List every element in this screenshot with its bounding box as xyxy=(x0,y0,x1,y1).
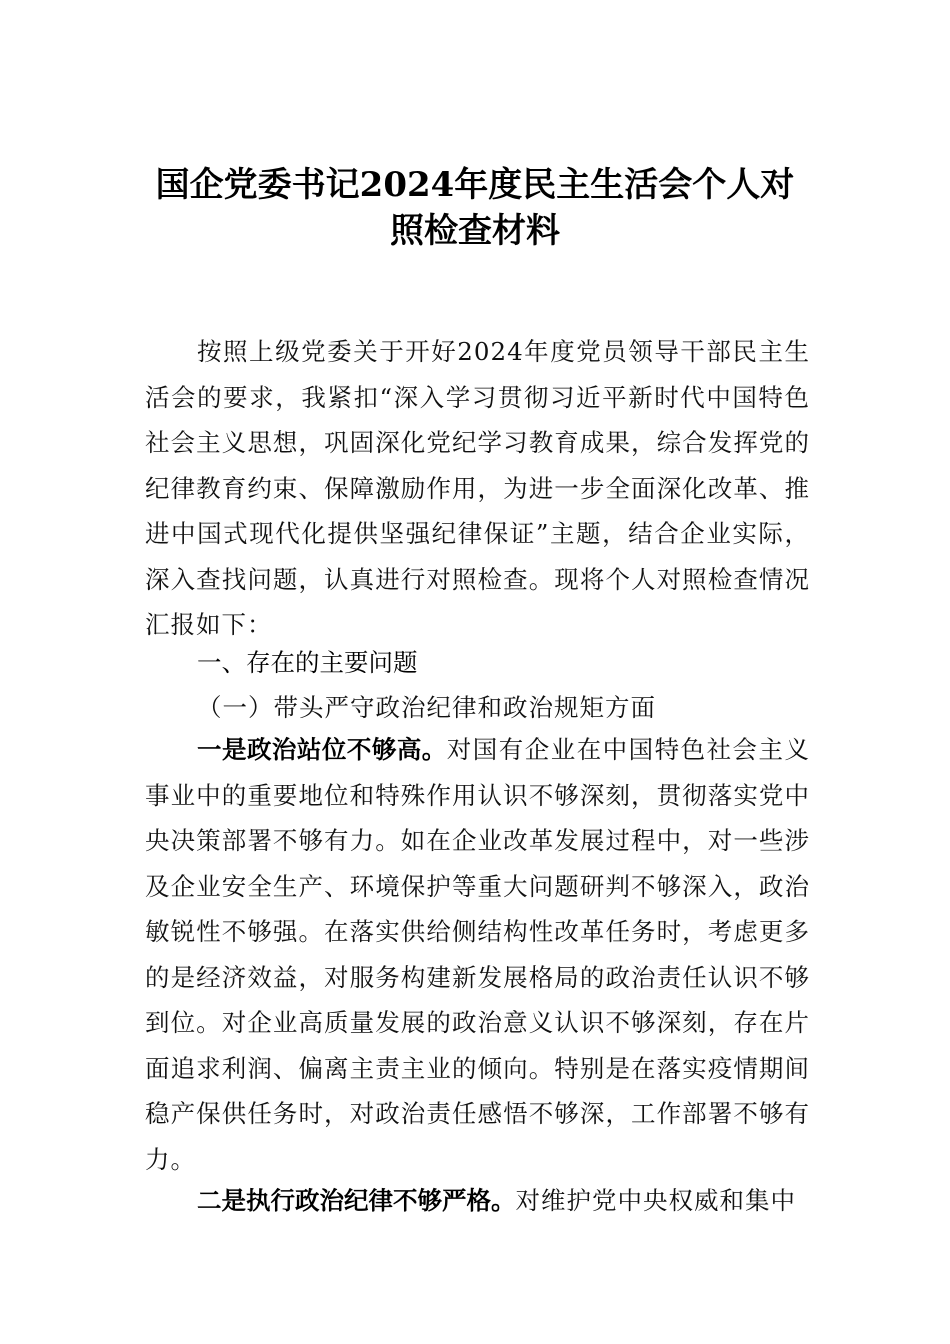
document-title-line-1: 国企党委书记2024年度民主生活会个人对 xyxy=(155,165,795,205)
document-title-line-2: 照检查材料 xyxy=(390,211,560,251)
item-2-paragraph xyxy=(145,1178,810,1224)
item-1-paragraph xyxy=(145,727,810,1182)
intro-paragraph: 按照上级党委关于开好2024年度党员领导干部民主生活会的要求，我紧扣“深入学习贯彻习近平新时代中国特色社会主义思想，巩固深化党纪学习教育成果，综合发挥党的纪律教育约束、保障激励作用，为进一步全面深化改革、推进中国式现代化提供坚强纪律保证”主题，结合企业实际，深入查找问题，认真进行对照检查。现将个人对照检查情况汇报如下： xyxy=(145,337,810,639)
item-1-lead: 一是政治站位不够高。 xyxy=(197,735,447,764)
subsection-heading: （一）带头严守政治纪律和政治规矩方面 xyxy=(197,693,656,722)
section-heading: 一、存在的主要问题 xyxy=(197,648,418,677)
item-1-text: 对国有企业在中国特色社会主义事业中的重要地位和特殊作用认识不够深刻，贯彻落实党中央决策部署不够有力。如在企业改革发展过程中，对一些涉及企业安全生产、环境保护等重大问题研判不够深入，政治敏锐性不够强。在落实供给侧结构性改革任务时，考虑更多的是经济效益，对服务构建新发展格局的政治责任认识不够到位。对企业高质量发展的政治意义认识不够深刻，存在片面追求利润、偏离主责主业的倾向。特别是在落实疫情期间稳产保供任务时，对政治责任感悟不够深，工作部署不够有力。 xyxy=(145,735,811,1174)
item-2-lead: 二是执行政治纪律不够严格。 xyxy=(197,1186,516,1215)
item-2-text: 对维护党中央权威和集中 xyxy=(515,1186,796,1215)
